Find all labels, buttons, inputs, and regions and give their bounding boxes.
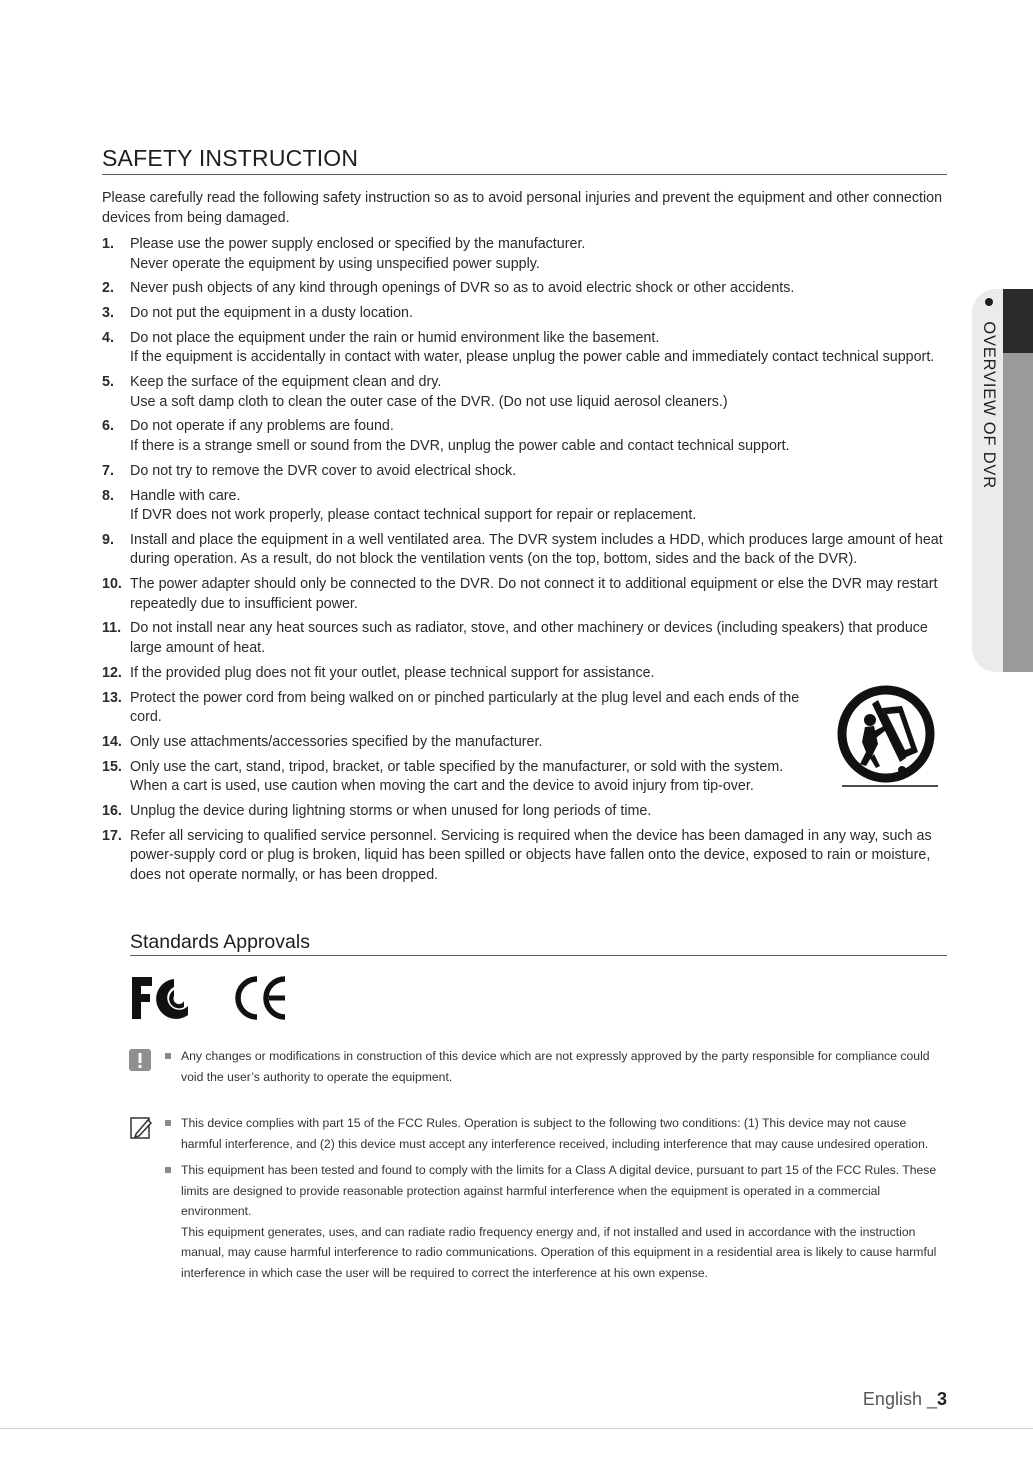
fcc-compliance-note-text: This device complies with part 15 of the FCC Rules. Operation is subject to the following two conditions: (1) This device may not cause harmful interference, and (2) this device must accept any interference received, including interference that may cause undesired operation. (181, 1116, 929, 1151)
item-text: If the equipment is accidentally in contact with water, please unplug the power cable and immediately contact technical support. (130, 349, 935, 366)
item-number: 12. (102, 664, 122, 681)
page-footer (863, 1389, 947, 1410)
item-number: 4. (102, 329, 114, 346)
warning-note (165, 1046, 943, 1087)
item-number: 5. (102, 374, 114, 391)
intro-paragraph: Please carefully read the following safety instruction so as to avoid personal injuries and prevent the equipment and other connection devices from being damaged. (102, 190, 943, 226)
cart-tip-over-warning-icon (832, 684, 942, 792)
side-tab-label (978, 298, 998, 489)
safety-instruction-item (102, 733, 950, 753)
fcc-compliance-note (165, 1113, 943, 1154)
bottom-divider (0, 1428, 1033, 1429)
class-a-note-part-2: This equipment generates, uses, and can radiate radio frequency energy and, if not installed and used in accordance with the instruction manual, may cause harmful interference to radio communications. Operation of this equipment in a residential area is likely to cause harmful interference in which case the user will be required to correct the interference at his own expense. (181, 1224, 937, 1280)
safety-instruction-item (102, 487, 950, 526)
safety-instruction-item (102, 373, 950, 412)
item-text: Handle with care. (130, 487, 241, 504)
side-tab-label-text: OVERVIEW OF DVR (980, 321, 998, 489)
class-a-note (165, 1160, 943, 1283)
item-text: Keep the surface of the equipment clean and dry. (130, 374, 442, 391)
item-text: Do not place the equipment under the rain or humid environment like the basement. (130, 329, 660, 346)
item-number: 16. (102, 802, 122, 819)
item-text: Do not try to remove the DVR cover to avoid electrical shock. (130, 462, 517, 479)
bullet-icon (165, 1120, 171, 1126)
item-number: 2. (102, 280, 114, 297)
item-number: 3. (102, 305, 114, 322)
item-text: Refer all servicing to qualified service personnel. Servicing is required when the device has been damaged in any way, such as power-supply cord or plug is broken, liquid has been spilled or objects have fallen onto the device, exposed to rain or moisture, does not operate normally, or has been dropped. (130, 827, 932, 883)
item-text: Only use attachments/accessories specified by the manufacturer. (130, 733, 543, 750)
page-number: 3 (936, 1389, 947, 1409)
standards-approvals-heading: Standards Approvals (130, 930, 947, 956)
item-number: 6. (102, 418, 114, 435)
item-text: The power adapter should only be connected to the DVR. Do not connect it to additional equipment or else the DVR may restart repeatedly due to insufficient power. (130, 576, 938, 612)
item-number: 13. (102, 689, 122, 706)
safety-instruction-item (102, 531, 950, 570)
item-number: 15. (102, 758, 122, 775)
safety-instruction-item (102, 827, 950, 886)
side-tab-bar (1003, 353, 1033, 672)
item-number: 11. (102, 620, 122, 637)
item-text: Do not install near any heat sources such as radiator, stove, and other machinery or devices (including speakers) that produce large amount of heat. (130, 620, 928, 656)
safety-instruction-item (102, 417, 950, 456)
safety-instruction-item (102, 279, 950, 299)
item-text: Never operate the equipment by using unspecified power supply. (130, 255, 540, 272)
item-text: If DVR does not work properly, please contact technical support for repair or replacement. (130, 507, 697, 524)
page-title: SAFETY INSTRUCTION (102, 144, 947, 175)
item-text: Install and place the equipment in a well ventilated area. The DVR system includes a HDD, which produces large amount of heat during operation. As a result, do not block the ventilation vents (on the top, bottom, sides and the back of the DVR). (130, 531, 943, 568)
class-a-note-text (165, 1160, 943, 1283)
item-number: 14. (102, 733, 122, 750)
item-text: When a cart is used, use caution when moving the cart and the device to avoid injury from tip-over. (130, 778, 754, 795)
item-number: 17. (102, 827, 122, 844)
item-text: Use a soft damp cloth to clean the outer case of the DVR. (Do not use liquid aerosol cleaners.) (130, 393, 728, 410)
item-text: Never push objects of any kind through openings of DVR so as to avoid electric shock or other accidents. (130, 280, 795, 297)
class-a-note-part-1: This equipment has been tested and found to comply with the limits for a Class A digital device, pursuant to part 15 of the FCC Rules. These limits are designed to provide reasonable protection against harmful interference when the equipment is operated in a commercial environment. (181, 1163, 937, 1218)
item-text: Please use the power supply enclosed or specified by the manufacturer. (130, 236, 586, 252)
item-number: 9. (102, 531, 114, 548)
side-tab-active-marker (1003, 289, 1033, 353)
item-text: Do not put the equipment in a dusty location. (130, 305, 413, 322)
safety-instruction-item (102, 304, 950, 324)
safety-instruction-item (102, 689, 950, 728)
item-text: Unplug the device during lightning storms or when unused for long periods of time. (130, 802, 652, 819)
warning-icon (129, 1049, 151, 1071)
item-number: 10. (102, 576, 122, 593)
memo-note-icon (129, 1116, 153, 1140)
safety-instruction-item (102, 462, 950, 482)
bullet-icon (165, 1053, 171, 1059)
item-number: 1. (102, 236, 114, 252)
warning-note-text: Any changes or modifications in construction of this device which are not expressly approved by the party responsible for compliance could void the user’s authority to operate the equipment. (181, 1049, 930, 1084)
safety-instruction-item (102, 802, 950, 822)
footer-language: English _ (862, 1389, 937, 1409)
safety-instruction-item (102, 664, 950, 684)
item-number: 8. (102, 487, 114, 504)
item-number: 7. (102, 462, 114, 479)
item-text: If there is a strange smell or sound from the DVR, unplug the power cable and contact technical support. (130, 437, 790, 454)
fcc-logo (130, 975, 194, 1021)
item-text: Only use the cart, stand, tripod, bracket, or table specified by the manufacturer, or sold with the system. (130, 758, 784, 775)
safety-instruction-item (102, 575, 950, 614)
safety-instruction-item (102, 329, 950, 368)
safety-instruction-item (102, 619, 950, 658)
item-text: Protect the power cord from being walked on or pinched particularly at the plug level and each ends of the cord. (130, 689, 800, 726)
safety-instruction-list (102, 235, 950, 891)
item-text: If the provided plug does not fit your outlet, please technical support for assistance. (130, 664, 655, 681)
item-text: Do not operate if any problems are found. (130, 418, 394, 435)
safety-instruction-item (102, 235, 950, 274)
ce-logo (233, 976, 289, 1020)
safety-instruction-item (102, 758, 950, 797)
bullet-dot-icon (985, 298, 993, 306)
bullet-icon (165, 1167, 171, 1173)
